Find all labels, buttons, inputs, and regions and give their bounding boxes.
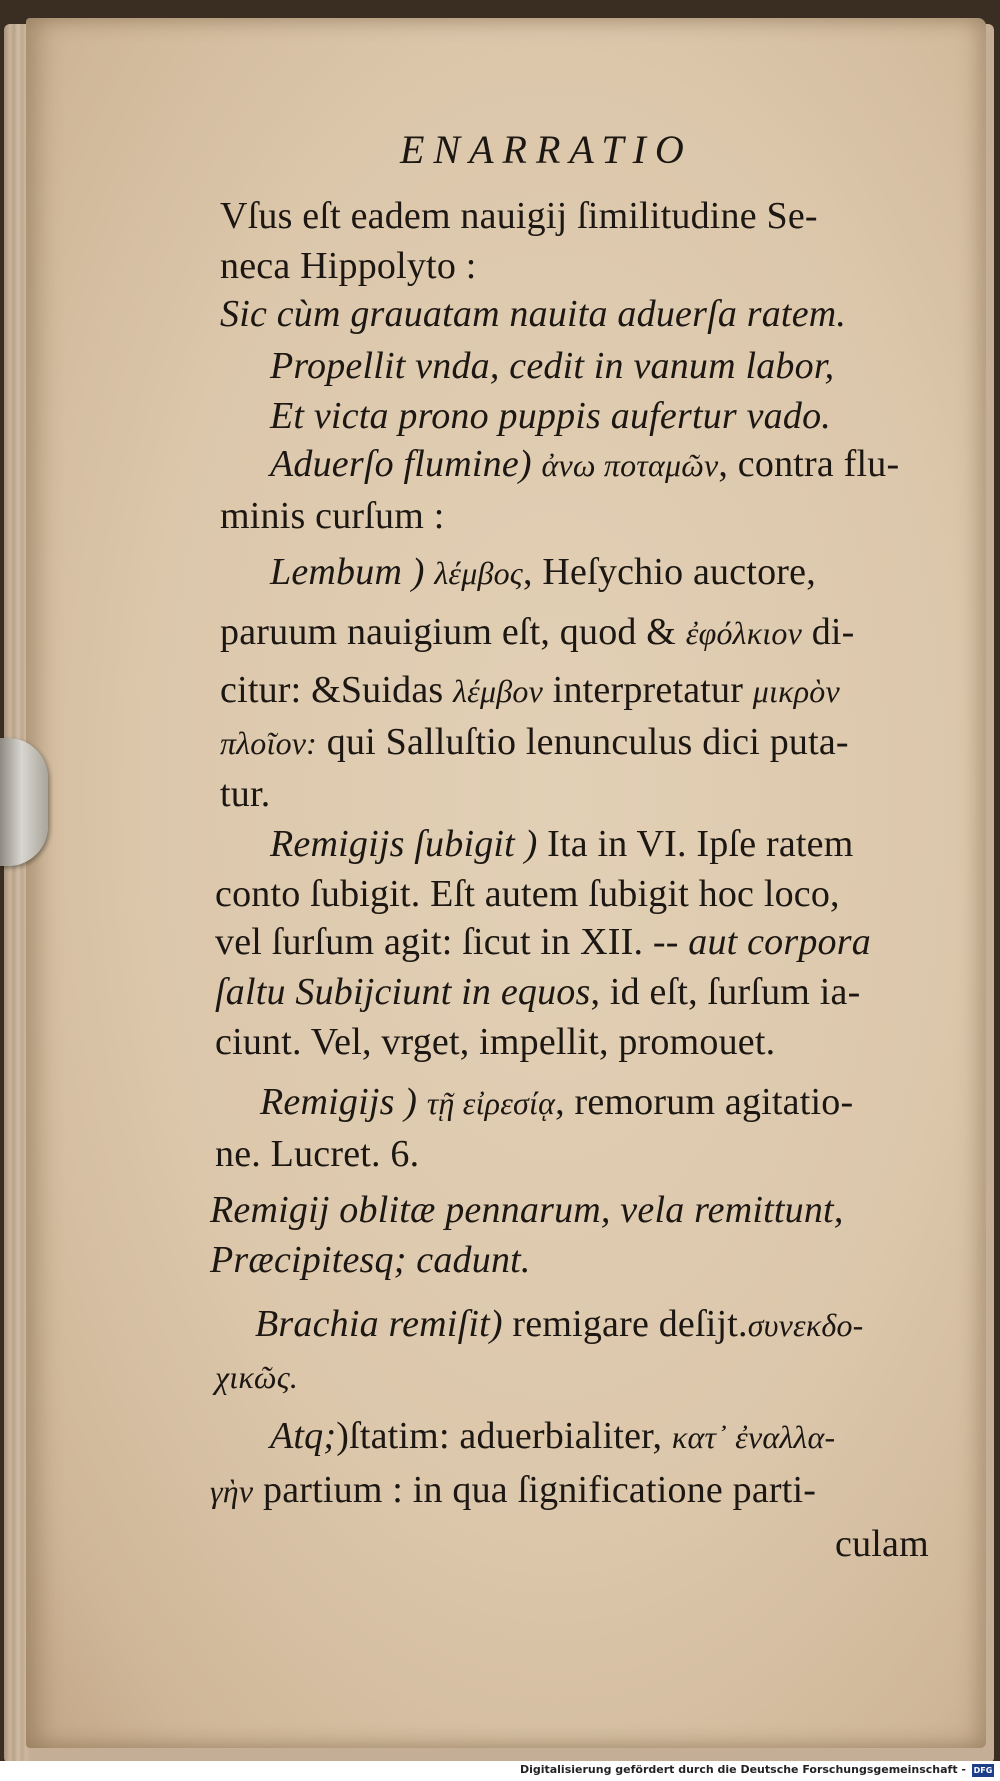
roman-text: ciunt. Vel, vrget, impellit, promouet. [215,1021,776,1063]
text-line [220,290,846,338]
italic-text: Remigijs ) [260,1081,427,1123]
greek-text: πλοῖον: [220,725,318,761]
roman-text: , Heſychio auctore, [523,551,816,593]
roman-text: , id eſt, ſurſum ia- [590,971,861,1013]
text-line [270,392,831,440]
italic-text: Brachia remiſit) [255,1303,513,1345]
roman-text: remigare deſijt. [512,1303,748,1345]
dfg-logo: DFG [973,1766,993,1775]
funding-note: Digitalisierung gefördert durch die Deutsche Forschungsgemeinschaft - [519,1763,966,1776]
italic-text: Propellit vnda, cedit in vanum labor, [270,345,835,387]
greek-text: ἐφόλκιον [685,615,802,651]
text-line [270,342,834,390]
text-line [270,1412,835,1461]
italic-text: Et victa prono puppis aufertur vado. [270,395,831,437]
text-line [255,1300,864,1349]
running-header: ENARRATIO [400,127,693,172]
roman-text: partium : in qua ſignificatione parti- [253,1469,817,1511]
roman-text: )ſtatim: aduerbialiter, [336,1415,672,1457]
greek-text: λέμβος [434,555,523,591]
text-line [220,192,818,240]
italic-text: ſaltu Subijciunt in equos [215,971,591,1013]
text-line [220,492,444,540]
text-line [215,870,840,918]
text-line [210,1236,531,1284]
italic-text: Aduerſo flumine) [270,443,542,485]
roman-text: , remorum agitatio- [555,1081,854,1123]
roman-text: interpretatur [542,669,753,711]
text-line [215,1130,419,1178]
italic-text: Atq; [270,1415,337,1457]
greek-text: κατ᾽ ἐναλλα- [671,1419,836,1455]
roman-text: qui Salluſtio lenunculus dici puta- [317,721,849,763]
text-line [215,968,860,1016]
roman-text: citur: &Suidas [220,669,454,711]
text-line [215,1018,775,1066]
text-line [220,242,476,290]
text-line [220,718,849,767]
greek-text: ἀνω ποταμῶν [541,447,719,483]
text-line [210,1186,844,1234]
roman-text: Ita in VI. Ipſe ratem [547,823,854,865]
italic-text: Sic cùm grauatam nauita aduerſa ratem. [220,293,847,335]
roman-text: neca Hippolyto : [220,245,477,287]
greek-text: γὴν [210,1473,254,1509]
text-line [220,608,855,657]
text-line [270,440,899,489]
text-line [220,666,840,715]
italic-text: Præcipitesq; cadunt. [210,1239,531,1281]
roman-text: vel ſurſum agit: ſicut in XII. -- [215,921,689,963]
roman-text: minis curſum : [220,495,445,537]
italic-text: Remigijs ſubigit ) [270,823,548,865]
roman-text: , contra flu- [718,443,900,485]
roman-text: ne. Lucret. 6. [215,1133,420,1175]
roman-text: Vſus eſt eadem nauigij ſimilitudine Se- [220,195,818,237]
roman-text: conto ſubigit. Eſt autem ſubigit hoc loco, [215,873,840,915]
roman-text: culam [835,1523,929,1565]
text-line [215,1352,298,1401]
greek-text: λέμβον [453,673,543,709]
italic-text: aut corpora [688,921,871,963]
text-line [215,918,871,966]
greek-text: συνεκδο- [747,1307,864,1343]
text-line [270,548,816,597]
greek-text: χικῶς. [215,1359,299,1395]
text-line [220,770,270,818]
roman-text: tur. [220,773,271,815]
greek-text: μικρὸν [752,673,840,709]
text-line [210,1466,816,1515]
italic-text: Remigij oblitæ pennarum, vela remittunt, [210,1189,844,1231]
italic-text: Lembum ) [270,551,435,593]
footer-bar [0,1761,1000,1781]
greek-text: τῇ εἰρεσίᾳ [426,1085,556,1121]
roman-text: paruum nauigium eſt, quod & [220,611,686,653]
text-line [835,1520,929,1568]
text-line [270,820,854,868]
text-line [260,1078,853,1127]
roman-text: di- [802,611,855,653]
